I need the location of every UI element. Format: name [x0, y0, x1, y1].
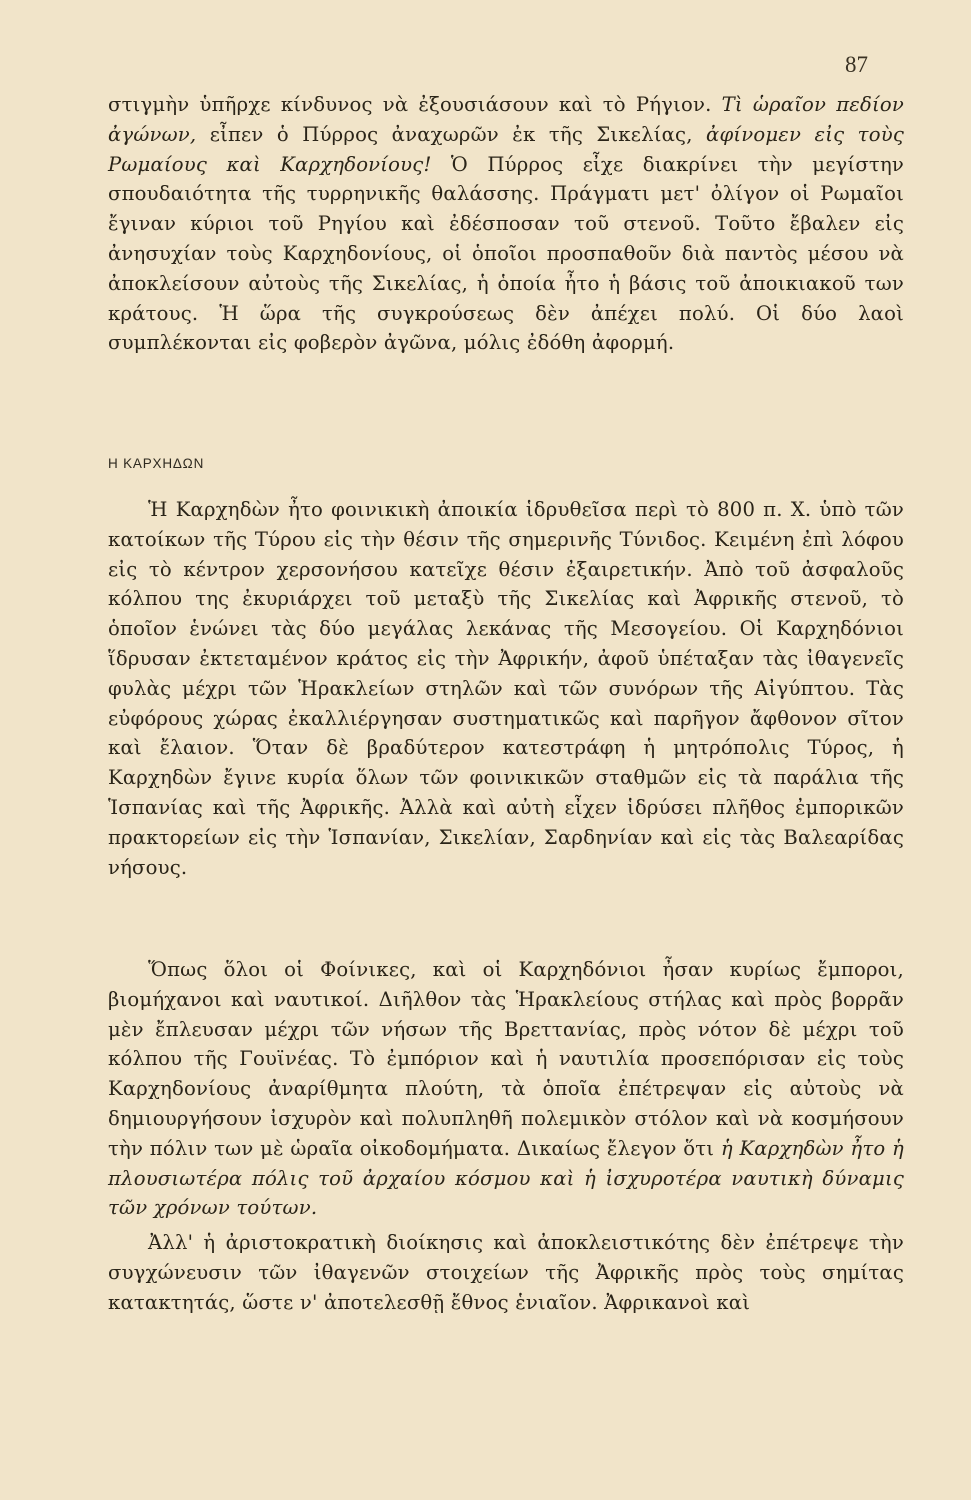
paragraph-carthage-trade — [108, 955, 904, 1223]
paragraph-1-text-c: Ὁ Πύρρος εἶχε διακρίνει τὴν μεγίστην σπουδαιότητα τῆς τυρρηνικῆς θαλάσσης. Πράγματι μετ' ὀλίγον οἱ Ρωμαῖοι ἔγιναν κύριοι τοῦ Ρηγίου καὶ ἐδέσποσαν τοῦ στενοῦ. Τοῦτο ἔβαλεν εἰς ἀνησυχίαν τοὺς Καρχηδονίους, οἱ ὁποῖοι προσπαθοῦν διὰ παντὸς μέσου νὰ ἀποκλείσουν αὐτοὺς τῆς Σικελίας, ἡ ὁποία ἦτο ἡ βάσις τοῦ ἀποικιακοῦ των κράτους. Ἡ ὥρα τῆς συγκρούσεως δὲν ἀπέχει πολύ. Οἱ δύο λαοὶ συμπλέκονται εἰς φοβερὸν ἀγῶνα, μόλις ἐδόθη ἀφορμή. — [108, 152, 905, 355]
paragraph-3-text: Ὅπως ὅλοι οἱ Φοίνικες, καὶ οἱ Καρχηδόνιοι ἦσαν κυρίως ἔμποροι, βιομήχανοι καὶ ναυτικοί. Διῆλθον τὰς Ἡρακλείους στήλας καὶ πρὸς βορρᾶν μὲν ἔπλευσαν μέχρι τῶν νήσων τῆς Βρεττανίας, πρὸς νότον δὲ μέχρι τοῦ κόλπου τῆς Γουϊνέας. Τὸ ἐμπόριον καὶ ἡ ναυτιλία προσεπόρισαν εἰς τοὺς Καρχηδονίους ἀναρίθμητα πλούτη, τὰ ὁποῖα ἐπέτρεψαν εἰς αὐτοὺς νὰ δημιουργήσουν ἰσχυρὸν καὶ πολυπληθῆ πολεμικὸν στόλον καὶ νὰ κοσμήσουν τὴν πόλιν των μὲ ὡραῖα οἰκοδομήματα. Δικαίως ἔλεγον ὅτι — [108, 958, 904, 1160]
paragraph-3-italic: ἡ Καρχηδὼν ἦτο ἡ πλουσιωτέρα πόλις τοῦ ἀρχαίου κόσμου καὶ ἡ ἰσχυροτέρα ναυτικὴ δύναμις τῶν χρόνων τούτων. — [108, 1136, 904, 1220]
section-heading-carthage: Η ΚΑΡΧΗΔΩΝ — [108, 456, 205, 471]
pyrrhus-quote-a: Τὶ ὡραῖον πεδίον ἀγώνων, — [108, 93, 904, 146]
pyrrhus-quote-b: ἀφίνομεν εἰς τοὺς Ρωμαίους καὶ Καρχηδονίους! — [108, 122, 904, 176]
paragraph-1-text-b: εἶπεν ὁ Πύρρος ἀναχωρῶν ἐκ τῆς Σικελίας, — [196, 122, 707, 146]
paragraph-carthage-founding: Ἡ Καρχηδὼν ἦτο φοινικικὴ ἀποικία ἱδρυθεῖσα περὶ τὸ 800 π. Χ. ὑπὸ τῶν κατοίκων τῆς Τύρου εἰς τὴν θέσιν τῆς σημερινῆς Τύνιδος. Κειμένη ἐπὶ λόφου εἰς τὸ κέντρον χερσονήσου κατεῖχε θέσιν ἐξαιρετικήν. Ἀπὸ τοῦ ἀσφαλοῦς κόλπου της ἐκυριάρχει τοῦ μεταξὺ τῆς Σικελίας καὶ Ἀφρικῆς στενοῦ, τὸ ὁποῖον ἑνώνει τὰς δύο μεγάλας λεκάνας τῆς Μεσογείου. Οἱ Καρχηδόνιοι ἵδρυσαν ἐκτεταμένον κράτος εἰς τὴν Ἀφρικήν, ἀφοῦ ὑπέταξαν τὰς ἰθαγενεῖς φυλὰς μέχρι τῶν Ἡρακλείων στηλῶν καὶ τῶν συνόρων τῆς Αἰγύπτου. Τὰς εὐφόρους χώρας ἐκαλλιέργησαν συστηματικῶς καὶ παρῆγον ἄφθονον σῖτον καὶ ἔλαιον. Ὅταν δὲ βραδύτερον κατεστράφη ἡ μητρόπολις Τύρος, ἡ Καρχηδὼν ἔγινε κυρία ὅλων τῶν φοινικικῶν σταθμῶν εἰς τὰ παράλια τῆς Ἱσπανίας καὶ τῆς Ἀφρικῆς. Ἀλλὰ καὶ αὐτὴ εἶχεν ἱδρύσει πλῆθος ἐμπορικῶν πρακτορείων εἰς τὴν Ἱσπανίαν, Σικελίαν, Σαρδηνίαν καὶ εἰς τὰς Βαλεαρίδας νήσους. — [108, 498, 904, 879]
paragraph-pyrrhus — [108, 90, 904, 358]
text-block-government — [108, 1228, 904, 1317]
paragraph-carthage-government: Ἀλλ' ἡ ἀριστοκρατικὴ διοίκησις καὶ ἀποκλειστικότης δὲν ἐπέτρεψε τὴν συγχώνευσιν τῶν ἰθαγενῶν στοιχείων τῆς Ἀφρικῆς πρὸς τοὺς σημίτας κατακτητάς, ὥστε ν' ἀποτελεσθῇ ἔθνος ἑνιαῖον. Ἀφρικανοὶ καὶ — [108, 1231, 904, 1314]
text-block-trade — [108, 955, 904, 1223]
page-number: 87 — [845, 52, 868, 77]
text-block-top — [108, 90, 904, 358]
text-block-carthage — [108, 495, 904, 882]
paragraph-1-text-a: στιγμὴν ὑπῆρχε κίνδυνος νὰ ἐξουσιάσουν καὶ τὸ Ρήγιον. — [108, 93, 722, 116]
